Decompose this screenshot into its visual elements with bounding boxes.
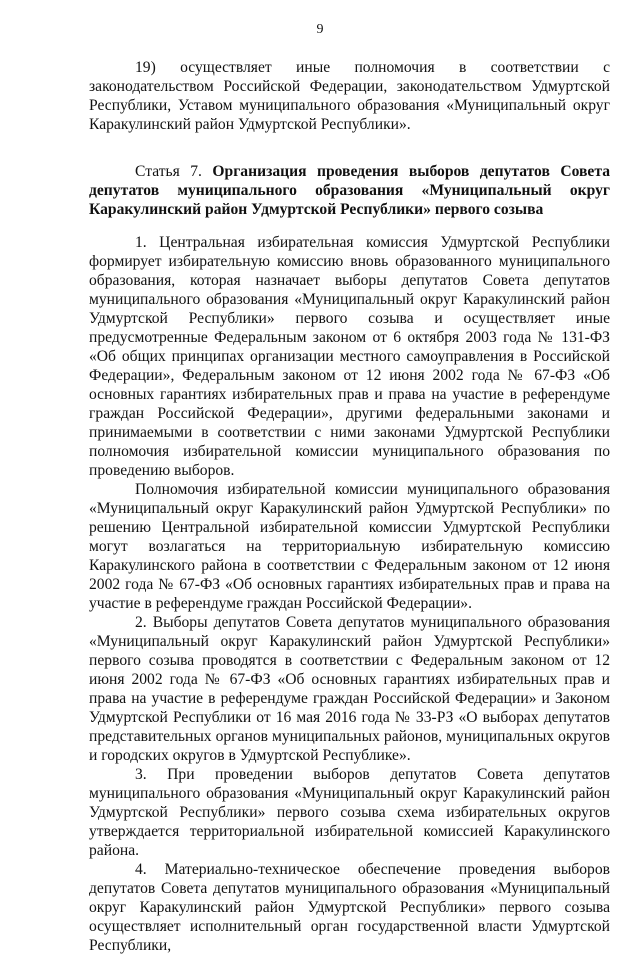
intro-paragraph: 19) осуществляет иные полномочия в соответствии с законодательством Российской Федерации, законодательством Удмуртской Республики, Уставом муниципального образования «Муниципальный округ Каракулинский район Удмуртской Республики». (89, 59, 610, 133)
article-paragraph-2: Полномочия избирательной комиссии муниципального образования «Муниципальный округ Каракулинский район Удмуртской Республики» по решению Центральной избирательной комиссии Удмуртской Республики могут возлагаться на территориальную избирательную комиссию Каракулинского района в соответствии с Федеральным законом от 12 июня 2002 года № 67-ФЗ «Об основных гарантиях избирательных прав и права на участие в референдуме граждан Российской Федерации». (89, 481, 610, 612)
article-title: Организация проведения выборов депутатов Совета депутатов муниципального образования «Муниципальный округ Каракулинский район Удмуртской Республики» первого созыва (89, 163, 610, 218)
article-paragraph-1: 1. Центральная избирательная комиссия Удмуртской Республики формирует избирательную комиссию вновь образованного муниципального образования, которая назначает выборы депутатов Совета депутатов муниципального образования «Муниципальный округ Каракулинский район Удмуртской Республики» первого созыва и осуществляет иные предусмотренные Федеральным законом от 6 октября 2003 года № 131-ФЗ «Об общих принципах организации местного самоуправления в Российской Федерации», Федеральным законом от 12 июня 2002 года № 67-ФЗ «Об основных гарантиях избирательных прав и права на участие в референдуме граждан Российской Федерации», другими федеральными законами и принимаемыми в соответствии с ними законами Удмуртской Республики полномочия избирательной комиссии муниципального образования по проведению выборов. (89, 234, 610, 479)
spacer (89, 134, 610, 162)
article-paragraph-5: 4. Материально-техническое обеспечение проведения выборов депутатов Совета депутатов муниципального образования «Муниципальный округ Каракулинский район Удмуртской Республики» первого созыва осуществляет исполнительный орган государственной власти Удмуртской Республики, (89, 861, 610, 954)
article-paragraph-3: 2. Выборы депутатов Совета депутатов муниципального образования «Муниципальный округ Каракулинский район Удмуртской Республики» первого созыва проводятся в соответствии с Федеральным законом от 12 июня 2002 года № 67-ФЗ «Об основных гарантиях избирательных прав и права на участие в референдуме граждан Российской Федерации» и Законом Удмуртской Республики от 16 мая 2016 года № 33-РЗ «О выборах депутатов представительных органов муниципальных районов, муниципальных округов и городских округов в Удмуртской Республике». (89, 614, 610, 764)
document-body (89, 58, 610, 955)
article-paragraph-4: 3. При проведении выборов депутатов Совета депутатов муниципального образования «Муниципальный округ Каракулинский район Удмуртской Республики» первого созыва схема избирательных округов утверждается территориальной избирательной комиссией Каракулинского района. (89, 766, 610, 859)
article-heading (89, 162, 610, 219)
article-label: Статья 7. (135, 163, 202, 180)
spacer (89, 219, 610, 233)
page-number: 9 (316, 22, 324, 37)
